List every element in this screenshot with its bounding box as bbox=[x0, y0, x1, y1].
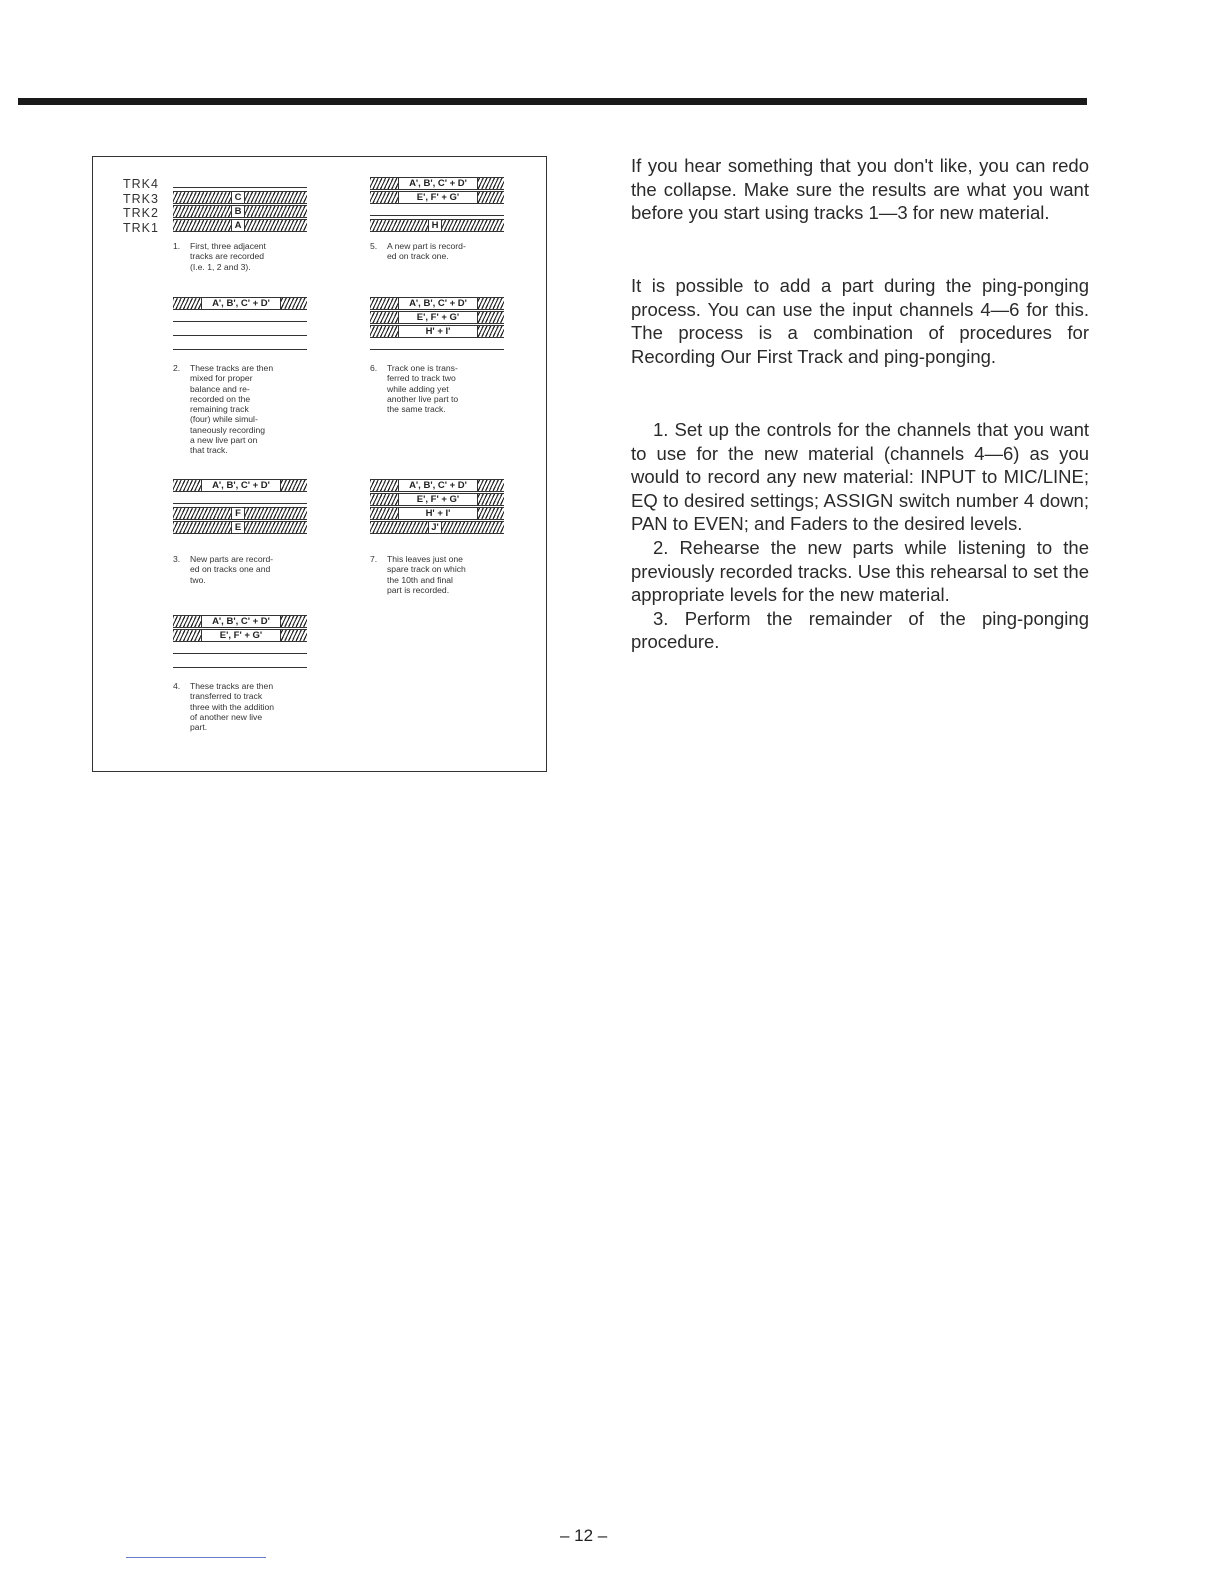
track-part-label: A', B', C' + D' bbox=[201, 615, 281, 628]
caption-line: the 10th and final bbox=[387, 574, 453, 585]
track-part-label: E', F' + G' bbox=[398, 191, 478, 204]
caption-line: spare track on which bbox=[387, 564, 466, 575]
track-bar bbox=[370, 205, 504, 218]
caption-line: First, three adjacent bbox=[190, 241, 266, 251]
track-part-label: B bbox=[231, 205, 245, 218]
panel-caption bbox=[173, 363, 308, 456]
panel-number: 3. bbox=[173, 554, 181, 564]
ping-pong-diagram bbox=[92, 156, 547, 772]
diagram-panel bbox=[370, 177, 504, 233]
panel-number: 2. bbox=[173, 363, 181, 373]
panel-number: 1. bbox=[173, 241, 181, 251]
caption-line: taneously recording bbox=[190, 424, 266, 435]
track-part-label: C bbox=[231, 191, 245, 204]
track-bar bbox=[173, 629, 307, 642]
track-part-label: E', F' + G' bbox=[398, 493, 478, 506]
track-part-label: E bbox=[231, 521, 245, 534]
caption-line: recorded on the bbox=[190, 393, 251, 404]
top-rule bbox=[18, 98, 1087, 105]
caption-line: ed on tracks one and bbox=[190, 564, 271, 575]
track-part-label: F bbox=[231, 507, 245, 520]
track-bar bbox=[370, 493, 504, 506]
caption-line: ed on track one. bbox=[387, 251, 449, 262]
step-1: 1. Set up the controls for the channels that you want to use for the new material (channels 4—6) as you would to record any new material: INPUT to MIC/LINE; EQ to desired settings; ASSIGN switch number 4 down; PAN to EVEN; and Faders to the desired levels. bbox=[631, 419, 1089, 535]
diagram-panel bbox=[173, 177, 307, 233]
track-part-label: A', B', C' + D' bbox=[201, 479, 281, 492]
track-bar bbox=[173, 643, 307, 656]
step-3: 3. Perform the remainder of the ping-ponging procedure. bbox=[631, 607, 1089, 653]
track-part-label: H bbox=[428, 219, 442, 232]
caption-line: two. bbox=[190, 574, 206, 585]
page-number: – 12 – bbox=[560, 1526, 608, 1545]
track-bar bbox=[370, 177, 504, 190]
track-part-label: A', B', C' + D' bbox=[398, 297, 478, 310]
panel-caption bbox=[370, 363, 505, 415]
track-part-label: A bbox=[231, 219, 245, 232]
caption-line: (four) while simul- bbox=[190, 414, 258, 425]
track-bar bbox=[370, 311, 504, 324]
track-bar bbox=[173, 325, 307, 338]
caption-line: (I.e. 1, 2 and 3). bbox=[190, 261, 251, 272]
caption-line: of another new live bbox=[190, 711, 263, 722]
caption-line: This leaves just one bbox=[387, 554, 463, 564]
track-part-label: A', B', C' + D' bbox=[398, 479, 478, 492]
track-part-label: A', B', C' + D' bbox=[201, 297, 281, 310]
caption-line: part. bbox=[190, 722, 208, 733]
panel-number: 7. bbox=[370, 554, 378, 564]
caption-line: These tracks are then bbox=[190, 681, 274, 691]
procedure-steps bbox=[631, 418, 1089, 654]
track-part-label: J' bbox=[428, 521, 442, 534]
track-bar bbox=[173, 521, 307, 534]
track-bar bbox=[173, 493, 307, 506]
track-label: TRK3 bbox=[123, 191, 159, 206]
panel-number: 4. bbox=[173, 681, 181, 691]
track-bar bbox=[173, 657, 307, 670]
caption-line: that track. bbox=[190, 445, 228, 456]
track-bar bbox=[173, 339, 307, 352]
track-bar bbox=[173, 205, 307, 218]
caption-line: tracks are recorded bbox=[190, 251, 265, 262]
track-bar bbox=[173, 177, 307, 190]
track-bar bbox=[370, 191, 504, 204]
panel-caption bbox=[173, 241, 308, 272]
track-bar bbox=[370, 325, 504, 338]
panel-number: 6. bbox=[370, 363, 378, 373]
diagram-panel bbox=[370, 479, 504, 535]
diagram-panel bbox=[173, 615, 307, 671]
panel-caption bbox=[173, 554, 308, 585]
track-bar bbox=[173, 191, 307, 204]
track-part-label: A', B', C' + D' bbox=[398, 177, 478, 190]
track-part-label: H' + I' bbox=[398, 507, 478, 520]
caption-line: transferred to track bbox=[190, 691, 263, 702]
paragraph-redo: If you hear something that you don't like, you can redo the collapse. Make sure the results are what you want before you start using tracks 1—3 for new material. bbox=[631, 155, 1089, 224]
track-bar bbox=[370, 479, 504, 492]
track-bar bbox=[173, 219, 307, 232]
caption-line: another live part to bbox=[387, 393, 459, 404]
track-bar bbox=[173, 615, 307, 628]
track-label: TRK2 bbox=[123, 206, 159, 220]
caption-line: three with the addition bbox=[190, 701, 275, 712]
track-bar bbox=[173, 507, 307, 520]
paragraph-add-part: It is possible to add a part during the ping-ponging process. You can use the input channels 4—6 for this. The process is a combination of procedures for Recording Our First Track and ping-ponging. bbox=[631, 275, 1089, 367]
track-bar bbox=[370, 297, 504, 310]
track-label: TRK4 bbox=[123, 177, 159, 191]
track-bar bbox=[370, 507, 504, 520]
panel-caption bbox=[173, 681, 308, 733]
caption-line: a new live part on bbox=[190, 435, 258, 446]
track-bar bbox=[173, 479, 307, 492]
caption-line: New parts are record- bbox=[190, 554, 274, 564]
track-bar bbox=[370, 339, 504, 352]
track-part-label: E', F' + G' bbox=[398, 311, 478, 324]
caption-line: part is recorded. bbox=[387, 584, 450, 595]
track-part-label: H' + I' bbox=[398, 325, 478, 338]
caption-line: the same track. bbox=[387, 404, 446, 415]
diagram-panel bbox=[370, 297, 504, 353]
diagram-panel bbox=[173, 479, 307, 535]
caption-line: balance and re- bbox=[190, 383, 250, 394]
panel-caption bbox=[370, 241, 505, 262]
panel-number: 5. bbox=[370, 241, 378, 251]
diagram-panel bbox=[173, 297, 307, 353]
caption-line: ferred to track two bbox=[387, 373, 456, 384]
track-bar bbox=[173, 311, 307, 324]
step-2: 2. Rehearse the new parts while listening to the previously recorded tracks. Use this rehearsal to set the appropriate levels for the new material. bbox=[631, 536, 1089, 606]
caption-line: while adding yet bbox=[387, 383, 449, 394]
track-bar bbox=[370, 219, 504, 232]
track-bar bbox=[370, 521, 504, 534]
caption-line: remaining track bbox=[190, 404, 249, 415]
caption-line: mixed for proper bbox=[190, 373, 253, 384]
panel-caption bbox=[370, 554, 505, 595]
track-label: TRK1 bbox=[123, 220, 159, 235]
footer-link-line bbox=[126, 1557, 266, 1558]
track-labels bbox=[123, 177, 159, 235]
track-bar bbox=[173, 297, 307, 310]
caption-line: These tracks are then bbox=[190, 363, 274, 373]
track-part-label: E', F' + G' bbox=[201, 629, 281, 642]
caption-line: A new part is record- bbox=[387, 241, 466, 251]
caption-line: Track one is trans- bbox=[387, 363, 458, 373]
